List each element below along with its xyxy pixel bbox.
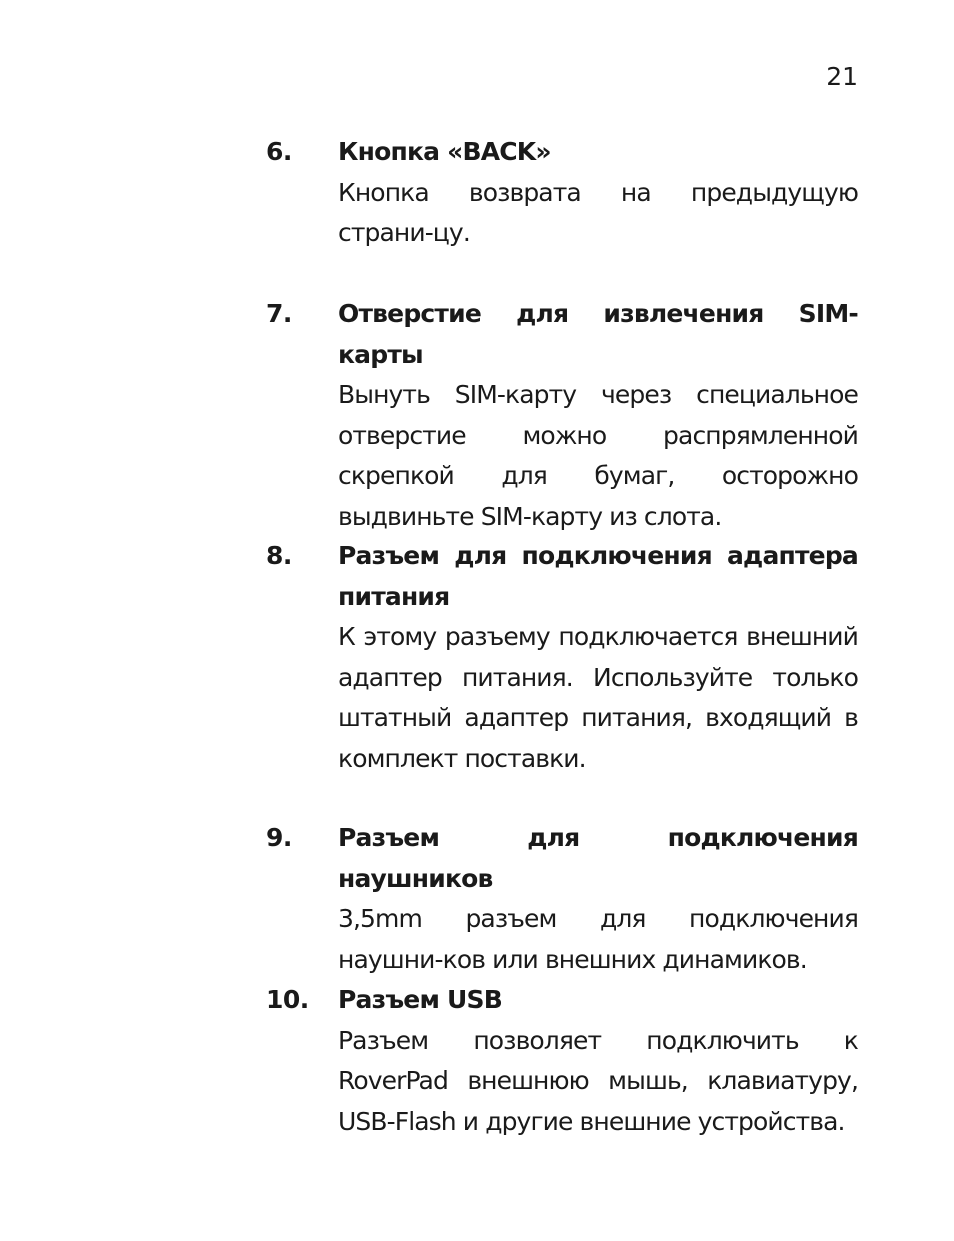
item-number: 10.: [266, 985, 309, 1014]
item-number: 6.: [266, 137, 292, 166]
item-number: 9.: [266, 823, 292, 852]
item-title: Отверстие для извлечения SIM-карты: [338, 299, 858, 369]
page-number: 21: [826, 62, 858, 91]
item-body: [338, 980, 858, 1142]
item-body: [338, 132, 858, 254]
item-body: [338, 294, 858, 537]
item-text: К этому разъему подключается внешний адаптер питания. Используйте только штатный адаптер питания, входящий в комплект поставки.: [338, 622, 858, 773]
item-number: 8.: [266, 541, 292, 570]
item-text: Разъем позволяет подключить к RoverPad внешнюю мышь, клавиатуру, USB-Flash и другие внешние устройства.: [338, 1025, 858, 1136]
item-title: Разъем для подключения адаптера питания: [338, 541, 858, 611]
item-title: Разъем для подключения наушников: [338, 823, 858, 893]
item-title: Кнопка «BACK»: [338, 137, 551, 166]
item-number: 7.: [266, 299, 292, 328]
item-text: 3,5mm разъем для подключения наушни-ков или внешних динамиков.: [338, 904, 858, 974]
item-body: [338, 536, 858, 779]
item-title: Разъем USB: [338, 985, 502, 1014]
item-body: [338, 818, 858, 980]
item-text: Вынуть SIM-карту через специальное отверстие можно распрямленной скрепкой для бумаг, осторожно выдвиньте SIM-карту из слота.: [338, 380, 858, 531]
item-text: Кнопка возврата на предыдущую страни-цу.: [338, 177, 858, 247]
